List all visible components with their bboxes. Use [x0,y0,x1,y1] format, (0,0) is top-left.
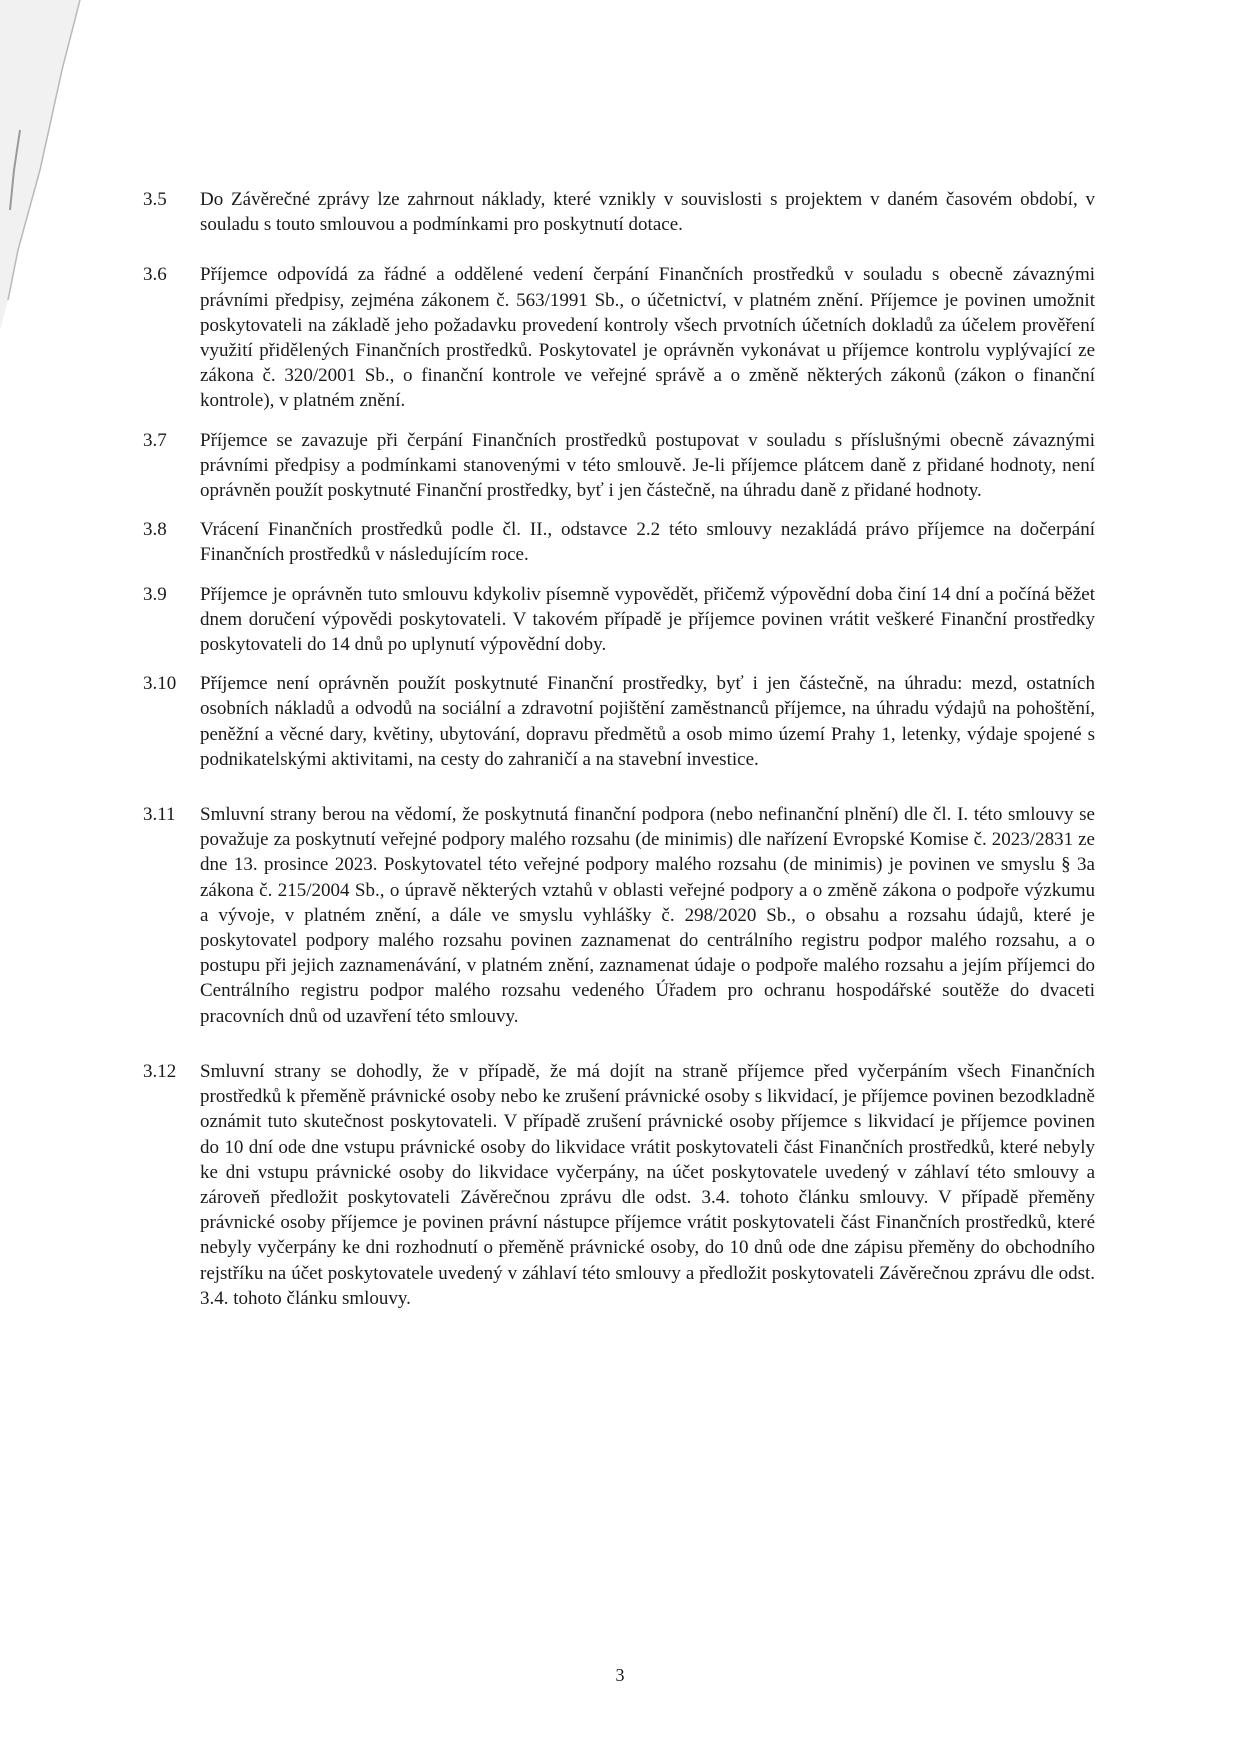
clause-3-6 [143,262,1095,413]
clause-number: 3.11 [143,804,176,826]
clause-text: Příjemce odpovídá za řádné a oddělené vedení čerpání Finančních prostředků v souladu s obecně závaznými právními předpisy, zejména zákonem č. 563/1991 Sb., o účetnictví, v platném znění. Příjemce je povinen umožnit poskytovateli na základě jeho požadavku provedení kontroly všech prvotních účetních dokladů za účelem prověření využití přidělených Finančních prostředků. Poskytovatel je oprávněn vykonávat u příjemce kontrolu vyplývající ze zákona č. 320/2001 Sb., o finanční kontrole ve veřejné správě a o změně některých zákonů (zákon o finanční kontrole), v platném znění. [200,264,1095,412]
clause-text: Smluvní strany se dohodly, že v případě, že má dojít na straně příjemce před vyčerpáním všech Finančních prostředků k přeměně právnické osoby nebo ke zrušení právnické osoby s likvidací, je příjemce povinen bezodkladně oznámit tuto skutečnost poskytovateli. V případě zrušení právnické osoby příjemce s likvidací je příjemce povinen do 10 dní ode dne vstupu právnické osoby do likvidace vrátit poskytovateli část Finančních prostředků, které nebyly ke dni vstupu právnické osoby do likvidace vyčerpány, na účet poskytovatele uvedený v záhlaví této smlouvy a zároveň předložit poskytovateli Závěrečnou zprávu dle odst. 3.4. tohoto článku smlouvy. V případě přeměny právnické osoby příjemce je povinen právní nástupce příjemce vrátit poskytovateli část Finančních prostředků, které nebyly vyčerpány ke dni rozhodnutí o přeměně právnické osoby, do 10 dnů ode dne zápisu přeměny do obchodního rejstříku na účet poskytovatele uvedený v záhlaví této smlouvy a předložit poskytovateli Závěrečnou zprávu dle odst. 3.4. tohoto článku smlouvy. [200,1060,1095,1309]
clause-text: Příjemce se zavazuje při čerpání Finančních prostředků postupovat v souladu s příslušnými obecně závaznými právními předpisy a podmínkami stanovenými v této smlouvě. Je-li příjemce plátcem daně z přidané hodnoty, není oprávněn použít poskytnuté Finanční prostředky, byť i jen částečně, na úhradu daně z přidané hodnoty. [200,429,1095,502]
clause-number: 3.7 [143,429,167,451]
clause-3-9 [143,582,1095,658]
clause-3-8 [143,517,1095,567]
clause-text: Příjemce není oprávněn použít poskytnuté Finanční prostředky, byť i jen částečně, na úhradu: mezd, ostatních osobních nákladů a odvodů na sociální a zdravotní pojištění zaměstnanců příjemce, na úhradu výdajů na pohoštění, peněžní a věcné dary, květiny, ubytování, dopravu předmětů a osob mimo území Prahy 1, letenky, výdaje spojené s podnikatelskými aktivitami, na cesty do zahraničí a na stavební investice. [200,673,1095,770]
clause-text: Příjemce je oprávněn tuto smlouvu kdykoliv písemně vypovědět, přičemž výpovědní doba činí 14 dní a počíná běžet dnem doručení výpovědi poskytovateli. V takovém případě je příjemce povinen vrátit veškeré Finanční prostředky poskytovateli do 14 dnů po uplynutí výpovědní doby. [200,583,1095,656]
clause-number: 3.8 [143,519,167,541]
scan-edge-shadow [0,0,90,330]
clause-3-5 [143,187,1095,237]
clause-3-11 [143,802,1095,1029]
clause-3-10 [143,671,1095,772]
clause-text: Smluvní strany berou na vědomí, že poskytnutá finanční podpora (nebo nefinanční plnění) dle čl. I. této smlouvy se považuje za poskytnutí veřejné podpory malého rozsahu (de minimis) dle nařízení Evropské Komise č. 2023/2831 ze dne 13. prosince 2023. Poskytovatel této veřejné podpory malého rozsahu (de minimis) je povinen ve smyslu § 3a zákona č. 215/2004 Sb., o úpravě některých vztahů v oblasti veřejné podpory a o změně zákona o podpoře výzkumu a vývoje, v platném znění, a dále ve smyslu vyhlášky č. 298/2020 Sb., o obsahu a rozsahu údajů, které je poskytovatel podpory malého rozsahu povinen zaznamenat do centrálního registru podpor malého rozsahu, a o postupu při jejich zaznamenávání, v platném znění, zaznamenat údaje o podpoře malého rozsahu a jejím příjemci do Centrálního registru podpor malého rozsahu vedeného Úřadem pro ochranu hospodářské soutěže do dvaceti pracovních dnů od uzavření této smlouvy. [200,804,1095,1027]
clause-text: Do Závěrečné zprávy lze zahrnout náklady, které vznikly v souvislosti s projektem v daném časovém období, v souladu s touto smlouvou a podmínkami pro poskytnutí dotace. [200,189,1095,236]
clause-3-7 [143,428,1095,504]
clause-number: 3.5 [143,189,167,210]
clause-number: 3.9 [143,583,167,605]
clause-3-12 [143,1059,1095,1311]
clause-text: Vrácení Finančních prostředků podle čl. II., odstavce 2.2 této smlouvy nezakládá právo příjemce na dočerpání Finančních prostředků v následujícím roce. [200,519,1095,566]
clause-number: 3.12 [143,1060,177,1082]
document-body [143,187,1095,1311]
page-number: 3 [615,1665,625,1685]
clause-number: 3.10 [143,673,177,695]
clause-number: 3.6 [143,264,167,286]
